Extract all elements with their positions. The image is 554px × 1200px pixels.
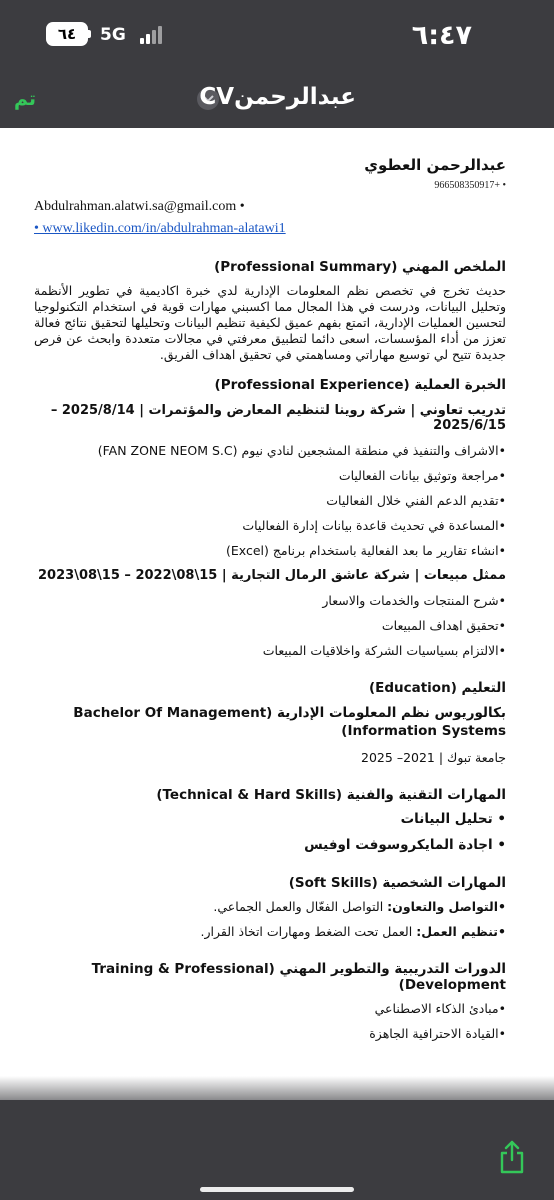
- training-item: •القيادة الاحترافية الجاهزة: [369, 1026, 506, 1041]
- soft-skill-text: التواصل الفعّال والعمل الجماعي.: [213, 899, 388, 914]
- hard-skills-title: المهارات التقنية والفنية (Technical & Hard Skills): [156, 787, 506, 803]
- toolbar-fade: [0, 1076, 554, 1100]
- document-page[interactable]: [0, 128, 554, 1100]
- share-icon[interactable]: [498, 1140, 526, 1174]
- summary-title: الملخص المهني (Professional Summary): [214, 259, 506, 275]
- job-bullet: •المساعدة في تحديث قاعدة بيانات إدارة الفعاليات: [242, 518, 506, 533]
- experience-section: [34, 377, 506, 658]
- summary-section: [34, 259, 506, 363]
- signal-icon: [140, 26, 166, 44]
- skill-item: • اجادة المايكروسوفت اوفيس: [304, 837, 506, 853]
- soft-skills-title: المهارات الشخصية (Soft Skills): [288, 875, 506, 891]
- soft-skill-item: [34, 924, 506, 939]
- education-details: جامعة تبوك | 2021– 2025: [361, 750, 506, 765]
- status-time: ٦:٤٧: [411, 20, 472, 51]
- done-button[interactable]: تم: [14, 88, 37, 110]
- job-bullet: •شرح المنتجات والخدمات والاسعار: [322, 593, 506, 608]
- soft-skill-label: •تنظيم العمل:: [416, 924, 506, 939]
- job-bullet: •انشاء تقارير ما بعد الفعالية باستخدام برنامج (Excel): [226, 543, 506, 558]
- job-bullet: •مراجعة وتوثيق بيانات الفعاليات: [338, 468, 506, 483]
- education-title: التعليم (Education): [368, 680, 506, 696]
- job-bullet: •تقديم الدعم الفني خلال الفعاليات: [326, 493, 506, 508]
- soft-skill-text: العمل تحت الضغط ومهارات اتخاذ القرار.: [200, 924, 417, 939]
- job-bullet: •الاشراف والتنفيذ في منطقة المشجعين لنادي نيوم (FAN ZONE NEOM S.C): [97, 443, 506, 458]
- hard-skills-section: [34, 787, 506, 853]
- job-bullet: •الالتزام بسياسيات الشركة واخلاقيات المبيعات: [262, 643, 506, 658]
- soft-skill-item: [34, 899, 506, 914]
- education-degree: بكالوريوس نظم المعلومات الإدارية (Bachelor Of Management Information Systems): [73, 705, 506, 739]
- experience-title: الخبرة العملية (Professional Experience): [214, 377, 506, 393]
- training-item: •مبادئ الذكاء الاصطناعي: [374, 1001, 506, 1016]
- home-indicator: [200, 1187, 354, 1192]
- skill-item: • تحليل البيانات: [400, 811, 506, 827]
- cv-phone: 966508350917+ •: [434, 180, 506, 191]
- soft-skill-label: •التواصل والتعاون:: [387, 899, 506, 914]
- nav-bar: [0, 72, 554, 128]
- network-type: 5G: [100, 25, 126, 45]
- training-title: الدورات التدريبية والتطوير المهني (Training & Professional Development): [91, 961, 506, 993]
- job-bullet: •تحقيق اهداف المبيعات: [381, 618, 506, 633]
- education-section: [34, 680, 506, 765]
- summary-text: حديث تخرج في تخصص نظم المعلومات الإدارية لدي خبرة اكاديمية في تطوير الأنظمة وتحليل البيانات، ودرست في هذا المجال مما اكسبني مهارات قوية في استخدام التكنولوجيا لتحسين العمليات الإدارية، اتمتع بفهم عميق لكيفية تنظيم البيانات وتحليلها لتحقيق نتائج فعالة تعزز من أداء المؤسسات، اسعى دائما لتطبيق معرفتي في مجالات متعددة وابحث عن فرص جديدة تتيح لي توسيع مهاراتي ومساهمتي في تحقيق اهداف الفريق.: [34, 283, 506, 362]
- status-bar: [0, 0, 554, 72]
- battery-tip: [88, 30, 91, 38]
- battery-icon: ٦٤: [46, 22, 88, 46]
- training-section: [34, 961, 506, 1041]
- job-heading: ممثل مبيعات | شركة عاشق الرمال التجارية | 15\08\2022 – 15\08\2023: [38, 568, 506, 583]
- cv-linkedin-link[interactable]: • www.likedin.com/in/abdulrahman-alatawi1: [34, 221, 286, 236]
- job-heading: تدريب تعاوني | شركة روينا لتنظيم المعارض والمؤتمرات | 2025/8/14 – 2025/6/15: [50, 403, 506, 433]
- document-title[interactable]: عبدالرحمنCV: [199, 84, 356, 110]
- soft-skills-section: [34, 875, 506, 939]
- cv-name: عبدالرحمن العطوي: [364, 156, 506, 174]
- cv-email[interactable]: Abdulrahman.alatwi.sa@gmail.com •: [34, 199, 245, 214]
- bottom-toolbar: [0, 1100, 554, 1200]
